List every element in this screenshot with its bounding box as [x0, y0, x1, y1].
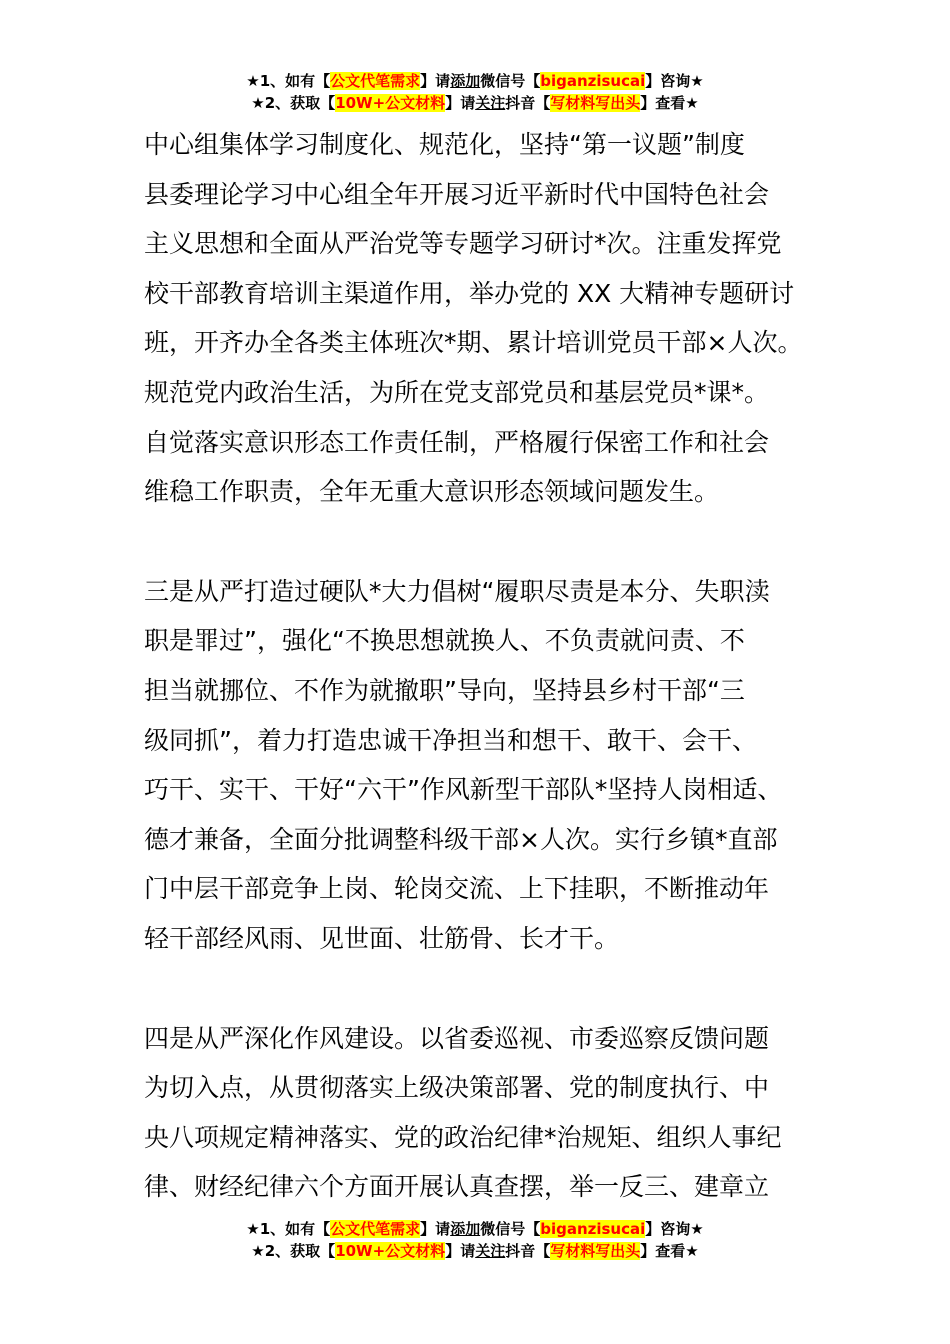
text-line: 德才兼备，全面分批调整科级干部×人次。实行乡镇*直部: [144, 824, 778, 854]
text-line: 央八项规定精神落实、党的政治纪律*治规矩、组织人事纪: [144, 1122, 782, 1152]
banner-text: ★1、如有【: [246, 72, 331, 90]
banner-line-1: [0, 70, 950, 92]
text-line: 巧干、实干、干好“六干”作风新型干部队*坚持人岗相适、: [144, 775, 783, 805]
banner-text: ★2、获取【: [251, 1242, 336, 1260]
banner-text: 】咨询★: [645, 72, 704, 90]
banner-underline: 添加: [450, 72, 481, 90]
banner-line-1: [0, 1218, 950, 1240]
paragraph: [144, 120, 824, 517]
banner-highlight: 公文代笔需求: [330, 1220, 421, 1238]
text-line: 自觉落实意识形态工作责任制，严格履行保密工作和社会: [144, 427, 770, 457]
text-line: 职是罪过”，强化“不换思想就换人、不负责就问责、不: [144, 626, 745, 656]
banner-text: 】查看★: [640, 1242, 699, 1260]
text-line: 担当就挪位、不作为就撤职”导向，坚持县乡村干部“三: [144, 675, 745, 705]
banner-line-2: [0, 1240, 950, 1262]
banner-text: 】请: [445, 94, 476, 112]
text-line: 级同抓”，着力打造忠诚干净担当和想干、敢干、会干、: [144, 725, 757, 755]
banner-text: 微信号【: [480, 72, 541, 90]
paragraph: [144, 567, 824, 964]
banner-underline: 关注: [475, 1242, 506, 1260]
text-line: 三是从严打造过硬队*大力倡树“履职尽责是本分、失职渎: [144, 576, 770, 606]
banner-text: 抖音【: [505, 94, 551, 112]
header-banner: [0, 70, 950, 114]
text-line: 主义思想和全面从严治党等专题学习研讨*次。注重发挥党: [144, 229, 782, 259]
banner-text: ★2、获取【: [251, 94, 336, 112]
banner-underline: 关注: [475, 94, 506, 112]
text-line: 班，开齐办全各类主体班次*期、累计培训党员干部×人次。: [144, 328, 803, 358]
text-line: 规范党内政治生活，为所在党支部党员和基层党员*课*。: [144, 377, 770, 407]
text-line: 为切入点，从贯彻落实上级决策部署、党的制度执行、中: [144, 1073, 770, 1103]
banner-text: 】请: [420, 1220, 451, 1238]
banner-text: 微信号【: [480, 1220, 541, 1238]
text-line: 四是从严深化作风建设。以省委巡视、市委巡察反馈问题: [144, 1023, 770, 1053]
text-line: 轻干部经风雨、见世面、壮筋骨、长才干。: [144, 923, 620, 953]
text-line: 中心组集体学习制度化、规范化，坚持“第一议题”制度: [144, 130, 745, 159]
paragraph: [144, 1014, 824, 1212]
text-line: 县委理论学习中心组全年开展习近平新时代中国特色社会: [144, 179, 770, 209]
banner-line-2: [0, 92, 950, 114]
paragraph-gap: [144, 964, 824, 1014]
banner-highlight: 写材料写出头: [550, 94, 641, 112]
banner-text: 】咨询★: [645, 1220, 704, 1238]
paragraph-gap: [144, 517, 824, 567]
banner-highlight: 10W+公文材料: [335, 94, 446, 112]
banner-highlight: biganzisucai: [540, 72, 646, 90]
banner-highlight: 写材料写出头: [550, 1242, 641, 1260]
document-body: [144, 120, 824, 1212]
text-line: 门中层干部竞争上岗、轮岗交流、上下挂职，不断推动年: [144, 874, 770, 904]
text-line: 律、财经纪律六个方面开展认真查摆，举一反三、建章立: [144, 1172, 770, 1202]
banner-highlight: 10W+公文材料: [335, 1242, 446, 1260]
banner-highlight: biganzisucai: [540, 1220, 646, 1238]
banner-underline: 添加: [450, 1220, 481, 1238]
banner-text: 抖音【: [505, 1242, 551, 1260]
banner-text: 】查看★: [640, 94, 699, 112]
banner-text: ★1、如有【: [246, 1220, 331, 1238]
banner-text: 】请: [445, 1242, 476, 1260]
footer-banner: [0, 1218, 950, 1262]
text-line: 维稳工作职责，全年无重大意识形态领域问题发生。: [144, 477, 720, 507]
text-line: 校干部教育培训主渠道作用，举办党的 XX 大精神专题研讨: [144, 278, 795, 308]
banner-text: 】请: [420, 72, 451, 90]
banner-highlight: 公文代笔需求: [330, 72, 421, 90]
